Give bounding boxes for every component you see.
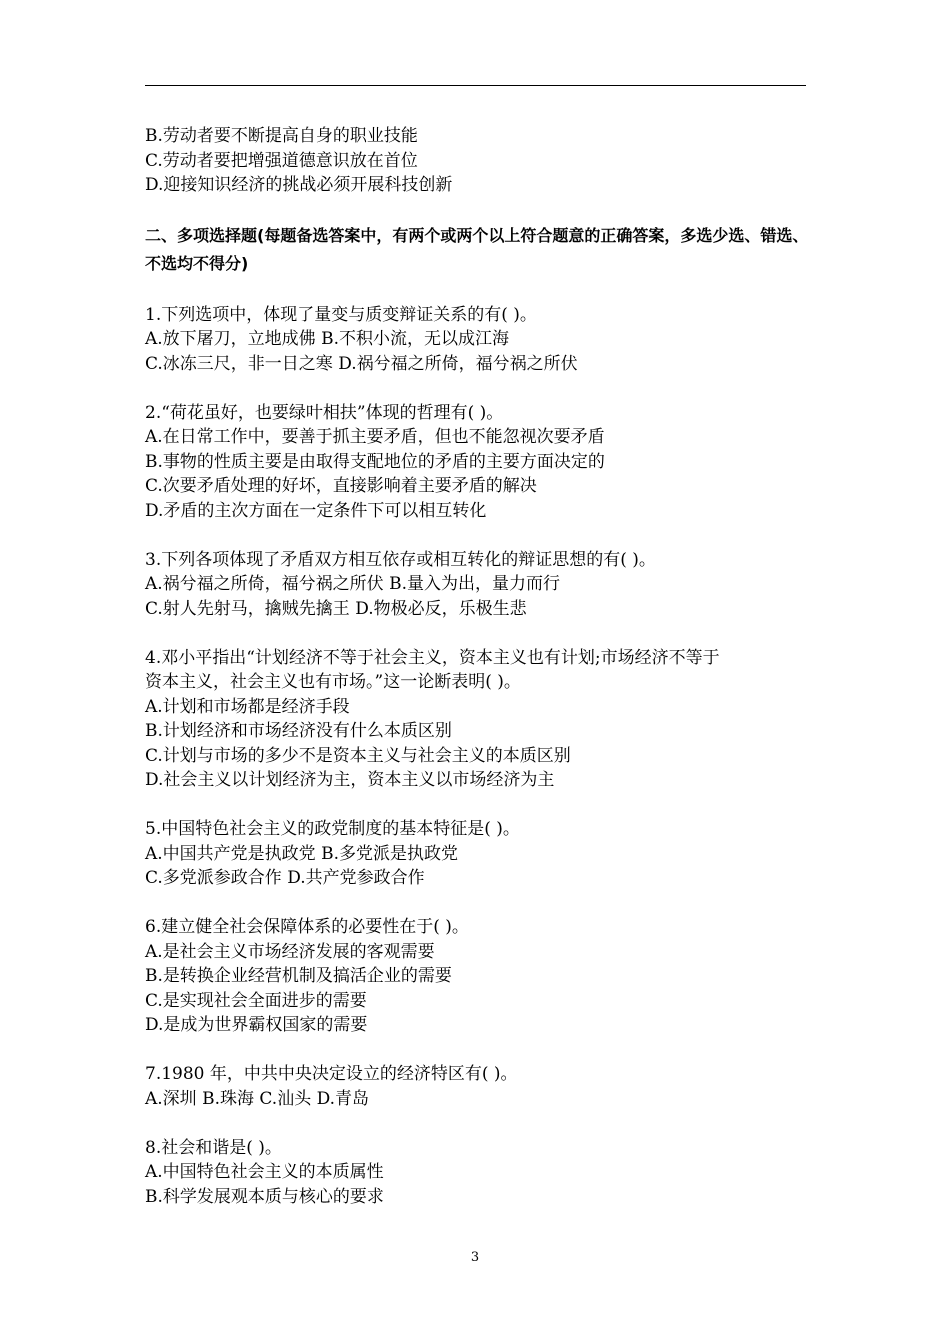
- option-line: D.迎接知识经济的挑战必须开展科技创新: [145, 175, 453, 195]
- option-line: C.是实现社会全面进步的需要: [145, 990, 367, 1011]
- option-line: C.次要矛盾处理的好坏，直接影响着主要矛盾的解决: [145, 476, 537, 496]
- option-line: B.劳动者要不断提高自身的职业技能: [145, 126, 418, 146]
- option-line: D.矛盾的主次方面在一定条件下可以相互转化: [145, 500, 487, 521]
- question-stem: 8.社会和谐是( )。: [145, 1137, 282, 1158]
- question-stem: 3.下列各项体现了矛盾双方相互依存或相互转化的辩证思想的有( )。: [145, 549, 656, 570]
- question-stem: 7.1980 年，中共中央决定设立的经济特区有( )。: [145, 1064, 518, 1084]
- top-options: [145, 124, 815, 198]
- question-3: [145, 548, 815, 622]
- option-line: A.深圳 B.珠海 C.汕头 D.青岛: [145, 1088, 370, 1109]
- page-number: 3: [470, 1250, 480, 1265]
- option-line: D.是成为世界霸权国家的需要: [145, 1015, 368, 1035]
- option-line: D.社会主义以计划经济为主，资本主义以市场经济为主: [145, 770, 555, 790]
- option-line: B.事物的性质主要是由取得支配地位的矛盾的主要方面决定的: [145, 451, 605, 472]
- option-line: B.是转换企业经营机制及搞活企业的需要: [145, 966, 452, 986]
- question-stem: 1.下列选项中，体现了量变与质变辩证关系的有( )。: [145, 304, 537, 325]
- option-line: C.冰冻三尺，非一日之寒 D.祸兮福之所倚，福兮祸之所伏: [145, 353, 578, 374]
- question-7: [145, 1062, 815, 1111]
- question-stem: 5.中国特色社会主义的政党制度的基本特征是( )。: [145, 819, 520, 839]
- question-stem: 6.建立健全社会保障体系的必要性在于( )。: [145, 917, 469, 937]
- option-line: A.中国特色社会主义的本质属性: [145, 1162, 384, 1182]
- question-stem: 2.“荷花虽好，也要绿叶相扶”体现的哲理有( )。: [145, 402, 504, 423]
- option-line: A.中国共产党是执政党 B.多党派是执政党: [145, 843, 458, 864]
- question-5: [145, 817, 815, 891]
- option-line: B.计划经济和市场经济没有什么本质区别: [145, 721, 452, 741]
- option-line: A.计划和市场都是经济手段: [145, 696, 350, 717]
- question-stem: 资本主义，社会主义也有市场。”这一论断表明( )。: [145, 672, 521, 692]
- option-line: A.在日常工作中，要善于抓主要矛盾，但也不能忽视次要矛盾: [145, 427, 605, 447]
- option-line: C.计划与市场的多少不是资本主义与社会主义的本质区别: [145, 745, 571, 766]
- option-line: A.祸兮福之所倚，福兮祸之所伏 B.量入为出，量力而行: [145, 574, 560, 594]
- question-6: [145, 915, 815, 1038]
- option-line: C.多党派参政合作 D.共产党参政合作: [145, 868, 425, 888]
- option-line: B.科学发展观本质与核心的要求: [145, 1186, 384, 1207]
- page-content: [145, 124, 815, 1209]
- question-8: [145, 1136, 815, 1210]
- section-heading: 二、多项选择题(每题备选答案中，有两个或两个以上符合题意的正确答案，多选少选、错选、不选均不得分): [145, 226, 809, 273]
- question-4: [145, 646, 815, 793]
- option-line: C.射人先射马，擒贼先擒王 D.物极必反，乐极生悲: [145, 598, 527, 619]
- question-stem: 4.邓小平指出“计划经济不等于社会主义，资本主义也有计划;市场经济不等于: [145, 647, 720, 668]
- header-rule: [145, 85, 806, 86]
- question-2: [145, 401, 815, 524]
- option-line: A.是社会主义市场经济发展的客观需要: [145, 941, 435, 962]
- question-1: [145, 303, 815, 377]
- option-line: C.劳动者要把增强道德意识放在首位: [145, 150, 418, 171]
- option-line: A.放下屠刀，立地成佛 B.不积小流，无以成江海: [145, 329, 509, 349]
